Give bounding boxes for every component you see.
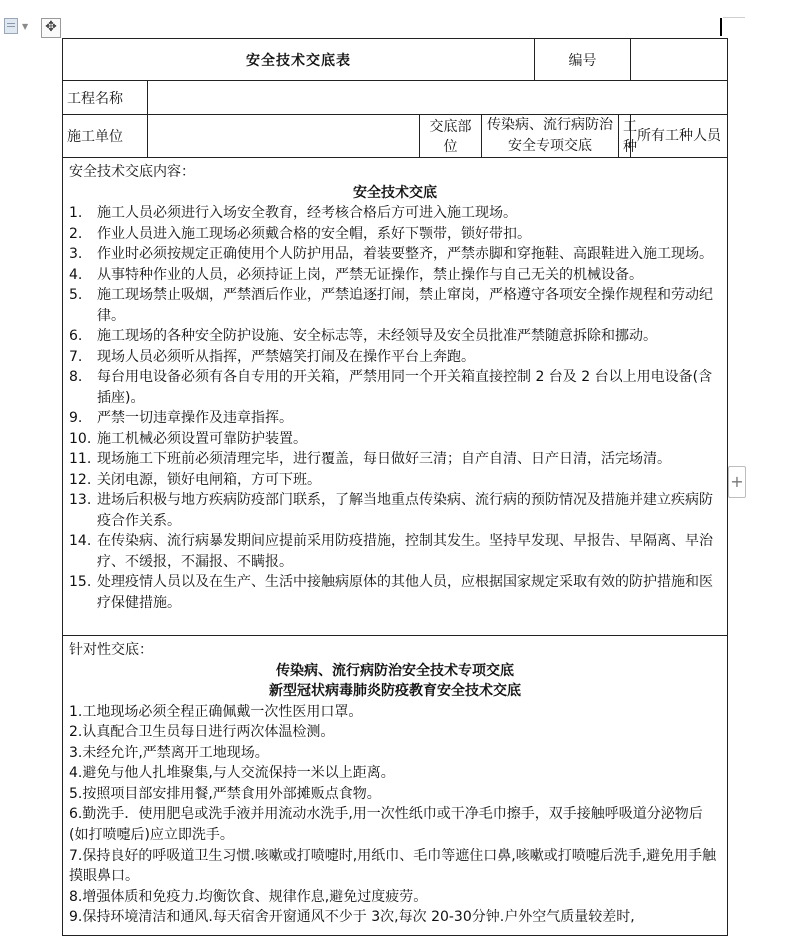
general-item-text: 严禁一切违章操作及违章指挥。 <box>97 410 293 426</box>
general-item <box>69 347 721 368</box>
specific-item: 5.按照项目部安排用餐,严禁食用外部摊贩点食物。 <box>69 785 381 802</box>
general-item-number: 14. <box>69 533 92 549</box>
general-item <box>69 265 721 286</box>
general-item-text: 在传染病、流行病暴发期间应提前采用防疫措施，控制其发生。坚持早发现、早报告、早隔离、早治疗、不缓报，不漏报、不瞒报。 <box>97 533 713 570</box>
general-item-number: 11. <box>69 451 92 467</box>
general-item-text: 作业时必须按规定正确使用个人防护用品，着装要整齐，严禁赤脚和穿拖鞋、高跟鞋进入施工现场。 <box>97 246 713 262</box>
specific-list <box>69 702 721 929</box>
general-item <box>69 326 721 347</box>
document-outline-control[interactable] <box>4 18 28 34</box>
general-item <box>69 203 721 224</box>
number-label: 编号 <box>535 39 631 81</box>
general-item-number: 12. <box>69 471 92 488</box>
general-item-number: 6. <box>69 328 83 344</box>
general-label: 安全技术交底内容： <box>69 164 195 180</box>
specific-disclosure-cell <box>63 636 728 936</box>
general-item-number: 4. <box>69 266 83 283</box>
general-item <box>69 408 721 429</box>
general-item <box>69 224 721 245</box>
construction-unit-value[interactable] <box>148 115 420 158</box>
general-item-text: 施工现场的各种安全防护设施、安全标志等，未经领导及安全员批准严禁随意拆除和挪动。 <box>97 328 657 344</box>
disclosure-part-value: 传染病、流行病防治安全专项交底 <box>482 115 619 158</box>
chevron-down-icon: ▼ <box>22 21 29 31</box>
margin-marker <box>723 17 745 18</box>
general-item <box>69 429 721 450</box>
specific-item: 6.勤洗手．使用肥皂或洗手液并用流动水洗手,用一次性纸巾或干净毛巾擦手，双手接触呼吸道分泌物后(如打喷嚏后)应立即洗手。 <box>69 806 703 844</box>
specific-item: 1.工地现场必须全程正确佩戴一次性医用口罩。 <box>69 703 363 720</box>
general-item-number: 10. <box>69 430 92 447</box>
safety-disclosure-table <box>62 38 728 936</box>
number-value[interactable] <box>631 39 728 81</box>
general-item-text: 现场施工下班前必须清理完毕，进行覆盖，每日做好三清；自产自清、日产日清，活完场清。 <box>97 451 671 467</box>
general-item <box>69 449 721 470</box>
general-item <box>69 572 721 613</box>
general-item-number: 15. <box>69 574 92 590</box>
general-item-text: 作业人员进入施工现场必须戴合格的安全帽，系好下颚带，锁好带扣。 <box>97 225 531 242</box>
table-title: 安全技术交底表 <box>63 39 535 81</box>
general-item-number: 9. <box>69 410 83 426</box>
table-move-handle-icon[interactable]: ✥ <box>41 18 61 38</box>
specific-item: 3.未经允许,严禁离开工地现场。 <box>69 744 269 761</box>
general-item-text: 施工人员必须进行入场安全教育，经考核合格后方可进入施工现场。 <box>97 205 517 221</box>
disclosure-part-label: 交底部位 <box>420 115 482 158</box>
general-item <box>69 244 721 265</box>
general-item-text: 施工现场禁止吸烟，严禁酒后作业，严禁追逐打闹，禁止窜岗，严格遵守各项安全操作规程和劳动纪律。 <box>97 287 713 324</box>
general-item <box>69 285 721 326</box>
text-cursor <box>720 18 722 36</box>
general-item-text: 关闭电源，锁好电闸箱，方可下班。 <box>97 471 321 488</box>
specific-item: 8.增强体质和免疫力.均衡饮食、规律作息,避免过度疲劳。 <box>69 888 428 905</box>
specific-heading-2: 新型冠状病毒肺炎防疫教育安全技术交底 <box>269 683 521 699</box>
general-disclosure-cell <box>63 158 728 636</box>
general-item-number: 13. <box>69 492 92 508</box>
general-item-text: 施工机械必须设置可靠防护装置。 <box>97 430 307 447</box>
general-item-text: 现场人员必须听从指挥，严禁嬉笑打闹及在操作平台上奔跑。 <box>97 348 475 365</box>
construction-unit-label: 施工单位 <box>63 115 148 158</box>
general-item-text: 每台用电设备必须有各自专用的开关箱，严禁用同一个开关箱直接控制 2 台及 2 台以上用电设备(含插座)。 <box>97 369 713 406</box>
general-item <box>69 367 721 408</box>
general-item-number: 3. <box>69 246 83 262</box>
general-list <box>69 203 721 613</box>
general-item <box>69 490 721 531</box>
general-item-number: 7. <box>69 348 83 365</box>
general-item-number: 5. <box>69 287 83 303</box>
general-item <box>69 470 721 491</box>
general-item-text: 从事特种作业的人员，必须持证上岗，严禁无证操作，禁止操作与自己无关的机械设备。 <box>97 266 643 283</box>
project-name-label: 工程名称 <box>63 81 148 115</box>
general-item <box>69 531 721 572</box>
specific-item: 7.保持良好的呼吸道卫生习惯.咳嗽或打喷嚏时,用纸巾、毛巾等遮住口鼻,咳嗽或打喷嚏后洗手,避免用手触摸眼鼻口。 <box>69 847 717 885</box>
specific-item: 9.保持环境清洁和通风.每天宿舍开窗通风不少于 3次,每次 20-30分钟.户外空气质量较差时, <box>69 909 635 926</box>
general-item-number: 2. <box>69 225 83 242</box>
general-item-number: 8. <box>69 369 83 385</box>
specific-heading-1: 传染病、流行病防治安全技术专项交底 <box>276 662 514 679</box>
general-heading: 安全技术交底 <box>353 184 437 201</box>
add-column-button[interactable]: + <box>728 466 746 498</box>
specific-item: 2.认真配合卫生员每日进行两次体温检测。 <box>69 724 335 741</box>
specific-item: 4.避免与他人扎堆聚集,与人交流保持一米以上距离。 <box>69 765 395 782</box>
trade-label: 工种 <box>619 115 631 158</box>
document-icon <box>4 18 18 34</box>
trade-value: 所有工种人员 <box>631 115 728 158</box>
project-name-value[interactable] <box>148 81 728 115</box>
general-item-text: 处理疫情人员以及在生产、生活中接触病原体的其他人员，应根据国家规定采取有效的防护措施和医疗保健措施。 <box>97 574 713 611</box>
general-item-text: 进场后积极与地方疾病防疫部门联系，了解当地重点传染病、流行病的预防情况及措施并建立疾病防疫合作关系。 <box>97 492 713 529</box>
specific-label: 针对性交底： <box>69 642 153 658</box>
general-item-number: 1. <box>69 205 83 221</box>
